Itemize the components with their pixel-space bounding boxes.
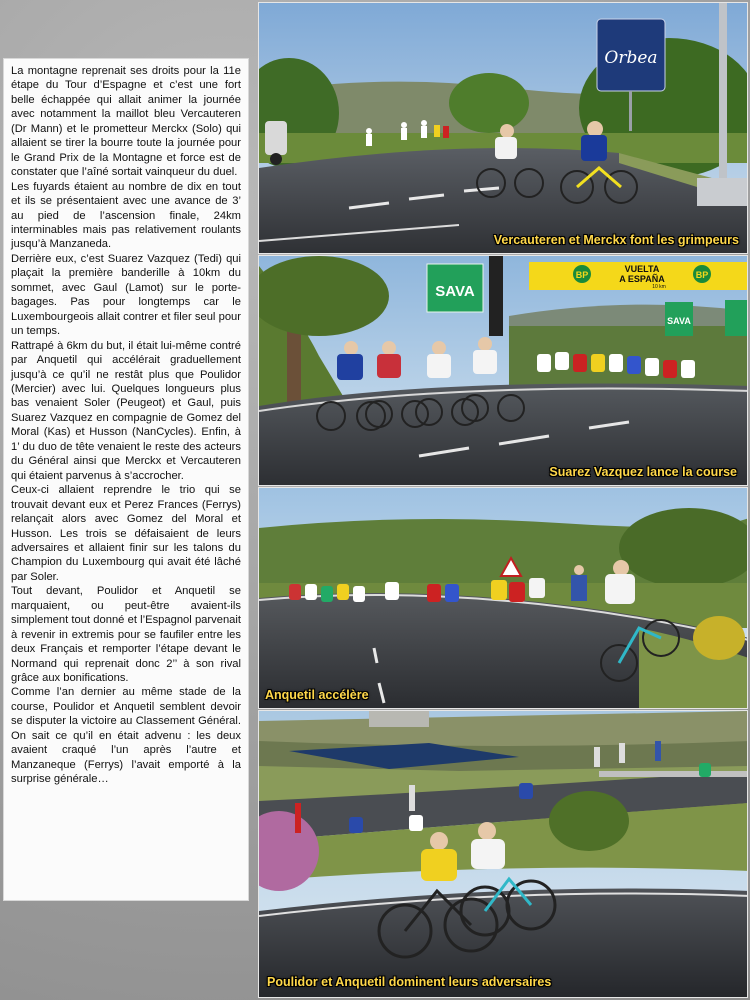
race-photo-1-scene — [259, 3, 748, 254]
article-paragraph: Comme l’an dernier au même stade de la course, Poulidor et Anquetil semblent devoir se disputer la victoire au Classement Général. On sait ce qu’il en était advenu : les deux avaient craqué l’un après l’autre et Manzaneque (Ferrys) l’avait emporté à la surprise générale… — [11, 686, 241, 786]
photo-3-caption: Anquetil accélère — [265, 688, 369, 702]
sava-board-text: SAVA — [435, 283, 475, 300]
race-photo-4 — [258, 710, 748, 998]
bp-logo-text-right: BP — [695, 270, 709, 280]
race-photo-2 — [258, 255, 748, 486]
article-paragraph: Rattrapé à 6km du but, il était lui-même contré par Anquetil qui accélérait graduellement jusqu’à ce qu’il ne restât plus que Poulidor (Mercier) avec lui. Quelques longueurs plus bas venaient Soler (Peugeot) et Gaul, puis Suarez Vazquez en compagnie de Gomez del Moral (Kas) et Husson (NanCycles). Enfin, à 1’ du duo de tête venaient le reste des acteurs du Général ainsi que Merckx et Vercauteren qui étaient parvenus à s’accrocher. — [11, 339, 241, 482]
orbea-banner-text: Orbea — [604, 48, 658, 68]
article-paragraph: Ceux-ci allaient reprendre le trio qui se trouvait devant eux et Perez Frances (Ferrys) relançait alors avec Gomez del Moral et Husson. Les trois se défaisaient de leurs adversaires et allaient finir sur les talons du Champion du Luxembourg qui avait été lâché par Soler. — [11, 484, 241, 583]
race-photo-3 — [258, 487, 748, 709]
race-photo-3-scene — [259, 488, 748, 709]
race-photo-4-scene — [259, 711, 748, 998]
sava-board-text-small: SAVA — [667, 316, 691, 326]
race-photo-2-scene — [259, 256, 748, 486]
photo-4-caption: Poulidor et Anquetil dominent leurs adversaires — [267, 975, 552, 989]
article-paragraph: Tout devant, Poulidor et Anquetil se marquaient, ou peut-être avaient-ils simplement tout donné et l’Espagnol parvenait à revenir in extremis pour se faufiler entre les deux Français et remporter l’étape devant le Normand qui reprenait donc 2’’ à son rival grâce aux bonifications. — [11, 585, 241, 685]
arch-distance-text: 10 km — [652, 284, 666, 290]
race-photo-1 — [258, 2, 748, 254]
article-paragraph: Derrière eux, c’est Suarez Vazquez (Tedi) qui plaçait la première banderille à 10km du sommet, avec Gaul (Lamot) sur le porte-bagages. Pas pour longtemps car le Luxembourgeois allait contrer et filer seul pour un temps. — [11, 252, 241, 338]
arch-title-line2: A ESPAÑA — [619, 274, 665, 284]
article-paragraph: La montagne reprenait ses droits pour la 11e étape du Tour d’Espagne et c’est une fort belle échappée qui allait animer la journée avec notamment la maillot bleu Vercauteren (Dr Mann) et le prometteur Merckx (Solo) qui allaient se tirer la bourre toute la journée pour le Grand Prix de la Montagne et force est de constater que l’aîné sortait vainqueur du duel. — [11, 65, 241, 179]
photo-2-caption: Suarez Vazquez lance la course — [549, 465, 737, 479]
bp-logo-text: BP — [575, 270, 589, 280]
article-text-panel — [3, 58, 249, 901]
photo-1-caption: Vercauteren et Merckx font les grimpeurs — [493, 233, 739, 247]
article-paragraph: Les fuyards étaient au nombre de dix en tout et ils se présentaient avec une avance de 3’ au pied de l’ascension finale, 24km interminables mais pas relativement roulants jusqu’à Manzaneda. — [11, 180, 241, 251]
arch-title-line1: VUELTA — [624, 264, 660, 274]
